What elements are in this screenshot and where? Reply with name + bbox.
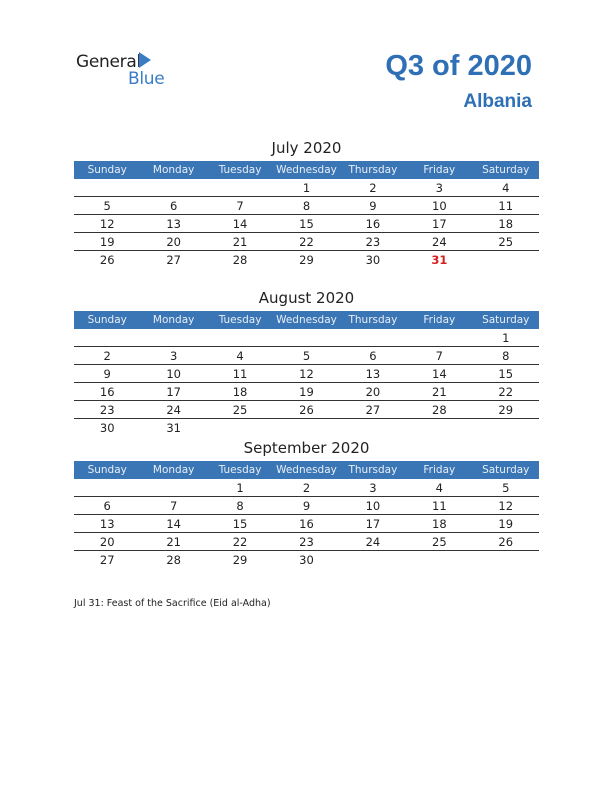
month-september [74, 437, 539, 568]
day-cell: 29 [498, 403, 514, 417]
month-july [74, 137, 539, 268]
day-cell: 19 [99, 235, 115, 249]
day-cell [74, 179, 140, 196]
day-cell: 30 [365, 253, 381, 267]
holiday-note: Jul 31: Feast of the Sacrifice (Eid al-Adha) [74, 598, 271, 609]
day-cell: 3 [435, 181, 443, 195]
day-cell: 22 [232, 535, 248, 549]
calendar-grid [74, 179, 539, 268]
day-cell: 16 [99, 385, 115, 399]
day-cell: 6 [103, 499, 111, 513]
day-cell [340, 551, 406, 568]
day-cell: 23 [99, 403, 115, 417]
logo-text-blue: Blue [128, 69, 165, 89]
week-row [74, 251, 539, 268]
day-cell: 5 [502, 481, 510, 495]
country-name: Albania [463, 91, 532, 112]
weekday-label: Friday [423, 314, 456, 326]
calendar-grid [74, 329, 539, 436]
day-cell: 22 [498, 385, 514, 399]
day-cell: 2 [103, 349, 111, 363]
day-cell: 20 [166, 235, 181, 249]
day-cell: 15 [232, 517, 248, 531]
weekday-label: Monday [152, 464, 195, 476]
weekday-label: Saturday [482, 314, 530, 326]
logo-flag-icon [139, 52, 151, 68]
day-cell: 28 [432, 403, 447, 417]
day-cell: 13 [365, 367, 381, 381]
day-cell: 22 [299, 235, 314, 249]
day-cell: 18 [232, 385, 248, 399]
day-cell: 31 [431, 253, 448, 267]
day-cell: 4 [502, 181, 510, 195]
weekday-label: Friday [423, 164, 456, 176]
weekday-label: Thursday [348, 464, 398, 476]
weekday-label: Sunday [87, 164, 127, 176]
weekday-label: Friday [423, 464, 456, 476]
day-cell: 24 [166, 403, 181, 417]
month-august [74, 287, 539, 436]
day-cell: 26 [498, 535, 514, 549]
week-row [74, 383, 539, 401]
day-cell: 27 [365, 403, 381, 417]
logo [76, 52, 176, 92]
day-cell [140, 479, 206, 496]
day-cell: 1 [502, 331, 510, 345]
day-cell: 21 [232, 235, 248, 249]
day-cell: 31 [166, 421, 181, 435]
day-cell: 15 [498, 367, 514, 381]
day-cell: 7 [169, 499, 178, 513]
weekday-label: Wednesday [276, 314, 337, 326]
weekday-label: Tuesday [218, 464, 262, 476]
weekday-label: Saturday [482, 464, 530, 476]
day-cell: 14 [166, 517, 181, 531]
day-cell: 9 [103, 367, 111, 381]
month-title: July 2020 [271, 139, 342, 157]
day-cell [273, 329, 339, 346]
day-cell: 26 [299, 403, 314, 417]
day-cell: 25 [232, 403, 248, 417]
day-cell: 4 [435, 481, 443, 495]
day-cell: 9 [369, 199, 377, 213]
weekday-header [74, 461, 539, 479]
day-cell [74, 479, 140, 496]
day-cell [473, 419, 539, 436]
day-cell: 15 [299, 217, 314, 231]
day-cell: 20 [99, 535, 115, 549]
day-cell: 9 [302, 499, 311, 513]
day-cell: 7 [435, 349, 443, 363]
month-title: August 2020 [258, 289, 355, 307]
week-row [74, 233, 539, 251]
day-cell: 27 [166, 253, 181, 267]
day-cell: 2 [302, 481, 311, 495]
day-cell: 3 [369, 481, 377, 495]
week-row [74, 479, 539, 497]
day-cell: 10 [432, 199, 447, 213]
weekday-label: Wednesday [276, 464, 337, 476]
week-row [74, 197, 539, 215]
day-cell: 8 [502, 349, 510, 363]
day-cell [473, 551, 539, 568]
week-row [74, 533, 539, 551]
day-cell: 16 [299, 517, 314, 531]
day-cell: 29 [232, 553, 248, 567]
day-cell: 27 [99, 553, 115, 567]
day-cell: 19 [498, 517, 514, 531]
week-row [74, 497, 539, 515]
day-cell: 19 [299, 385, 314, 399]
week-row [74, 347, 539, 365]
day-cell: 1 [236, 481, 244, 495]
day-cell [340, 419, 406, 436]
day-cell [207, 179, 273, 196]
calendar-grid [74, 479, 539, 568]
weekday-label: Thursday [348, 164, 398, 176]
day-cell: 2 [369, 181, 377, 195]
day-cell: 7 [236, 199, 244, 213]
weekday-label: Saturday [482, 164, 530, 176]
day-cell: 4 [236, 349, 244, 363]
weekday-label: Tuesday [218, 314, 262, 326]
day-cell: 11 [232, 367, 248, 381]
day-cell [74, 329, 140, 346]
week-row [74, 401, 539, 419]
day-cell: 10 [365, 499, 381, 513]
day-cell [473, 251, 539, 268]
week-row [74, 419, 539, 436]
day-cell: 14 [232, 217, 248, 231]
day-cell: 17 [365, 517, 381, 531]
day-cell [340, 329, 406, 346]
day-cell: 29 [299, 253, 314, 267]
day-cell: 8 [236, 499, 244, 513]
day-cell [207, 329, 273, 346]
day-cell: 30 [299, 553, 314, 567]
day-cell [273, 419, 339, 436]
weekday-header [74, 311, 539, 329]
day-cell: 14 [432, 367, 447, 381]
day-cell: 16 [365, 217, 381, 231]
day-cell: 17 [166, 385, 181, 399]
day-cell: 5 [103, 199, 111, 213]
page-title: Q3 of 2020 [385, 50, 532, 82]
day-cell [140, 179, 206, 196]
weekday-label: Wednesday [276, 164, 337, 176]
day-cell [406, 419, 472, 436]
day-cell: 23 [365, 235, 381, 249]
day-cell: 24 [365, 535, 381, 549]
day-cell: 18 [498, 217, 514, 231]
day-cell [207, 419, 273, 436]
day-cell: 25 [432, 535, 447, 549]
weekday-label: Monday [152, 314, 195, 326]
day-cell: 11 [498, 199, 514, 213]
month-title: September 2020 [243, 439, 370, 457]
day-cell: 20 [365, 385, 381, 399]
day-cell [406, 551, 472, 568]
week-row [74, 551, 539, 568]
logo-text-general: General [76, 52, 141, 72]
day-cell: 26 [99, 253, 115, 267]
week-row [74, 215, 539, 233]
day-cell: 18 [432, 517, 447, 531]
weekday-header [74, 161, 539, 179]
day-cell: 6 [369, 349, 377, 363]
day-cell: 25 [498, 235, 514, 249]
weekday-label: Sunday [87, 314, 127, 326]
day-cell: 1 [302, 181, 311, 195]
day-cell: 13 [166, 217, 181, 231]
week-row [74, 365, 539, 383]
week-row [74, 515, 539, 533]
day-cell: 12 [99, 217, 115, 231]
day-cell: 13 [99, 517, 115, 531]
day-cell: 28 [166, 553, 181, 567]
weekday-label: Thursday [348, 314, 398, 326]
day-cell: 11 [432, 499, 447, 513]
day-cell: 17 [432, 217, 447, 231]
day-cell: 6 [169, 199, 178, 213]
day-cell: 21 [166, 535, 181, 549]
day-cell: 12 [498, 499, 514, 513]
day-cell: 24 [432, 235, 447, 249]
day-cell: 30 [99, 421, 115, 435]
day-cell [406, 329, 472, 346]
day-cell [140, 329, 206, 346]
weekday-label: Monday [152, 164, 195, 176]
day-cell: 12 [299, 367, 314, 381]
day-cell: 21 [432, 385, 447, 399]
weekday-label: Tuesday [218, 164, 262, 176]
weekday-label: Sunday [87, 464, 127, 476]
week-row [74, 179, 539, 197]
day-cell: 8 [302, 199, 311, 213]
day-cell: 3 [169, 349, 178, 363]
day-cell: 5 [302, 349, 311, 363]
day-cell: 28 [232, 253, 248, 267]
week-row [74, 329, 539, 347]
day-cell: 10 [166, 367, 181, 381]
day-cell: 23 [299, 535, 314, 549]
